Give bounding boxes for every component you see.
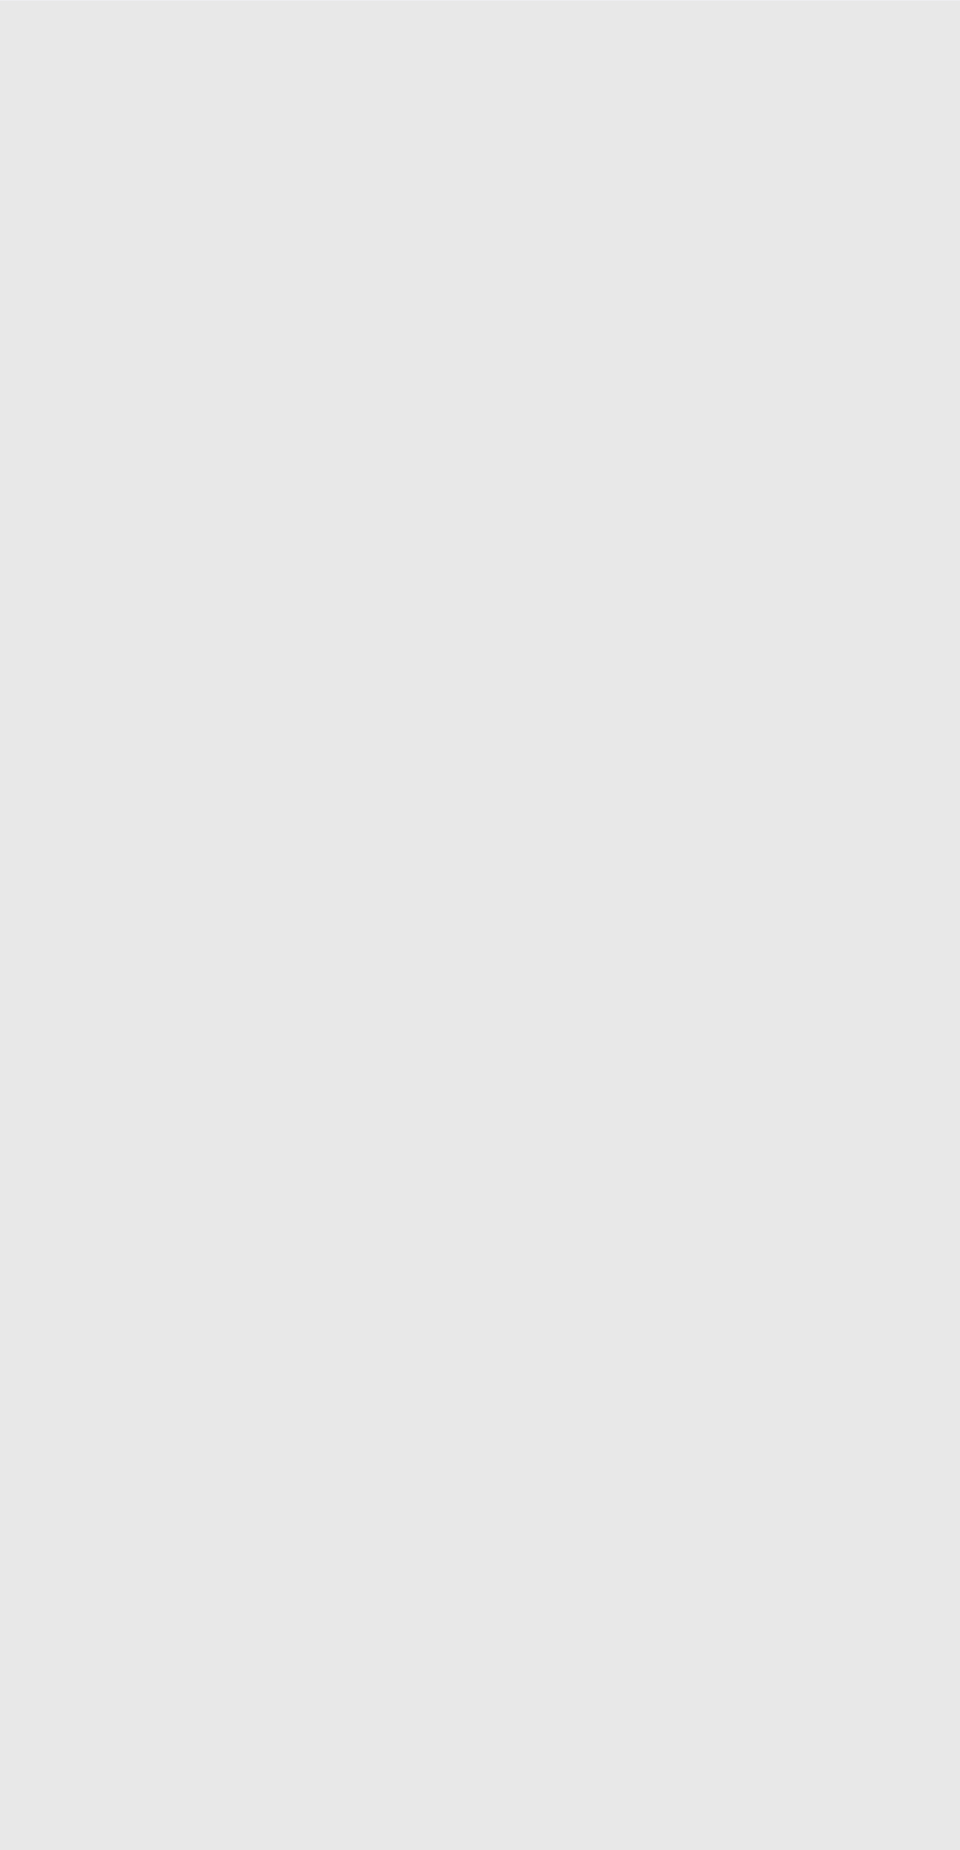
- slide-grid: [0, 0, 960, 1]
